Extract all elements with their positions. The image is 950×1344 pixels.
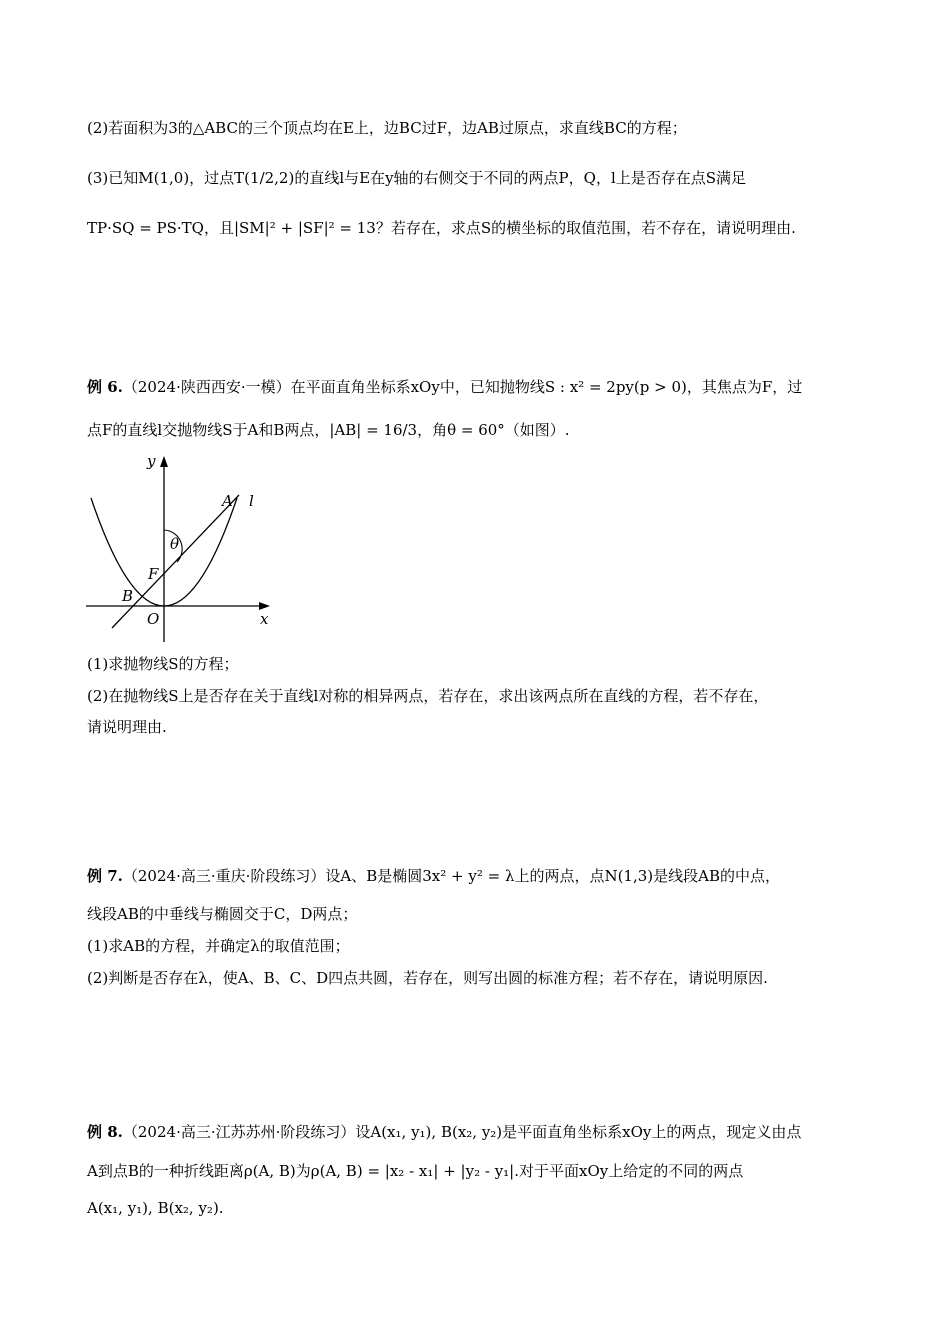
example7-label: 例 7.	[87, 867, 123, 885]
label-theta: θ	[170, 535, 180, 553]
label-l: l	[249, 492, 254, 510]
example7-q2: (2)判断是否存在λ，使A、B、C、D四点共圆，若存在，则写出圆的标准方程；若不存在，请说明原因.	[87, 969, 768, 987]
example7-line2: 线段AB的中垂线与椭圆交于C，D两点；	[87, 905, 358, 923]
example8-label: 例 8.	[87, 1123, 123, 1141]
prev-part3-line1: (3)已知M(1,0)，过点T(1/2,2)的直线l与E在y轴的右侧交于不同的两点P，Q，l上是否存在点S满足	[87, 169, 747, 187]
parabola-figure	[84, 452, 279, 647]
example8-line3: A(x₁, y₁), B(x₂, y₂).	[87, 1199, 224, 1217]
label-x: x	[260, 610, 269, 628]
example6-q2-line1: (2)在抛物线S上是否存在关于直线l对称的相异两点，若存在，求出该两点所在直线的方程，若不存在，	[87, 687, 769, 705]
y-axis-arrow	[160, 456, 168, 467]
example8-text1: （2024·高三·江苏苏州·阶段练习）设A(x₁, y₁), B(x₂, y₂)是平面直角坐标系xOy上的两点，现定义由点	[122, 1123, 802, 1141]
example8-line1	[87, 1122, 801, 1142]
example6-q1: (1)求抛物线S的方程；	[87, 655, 239, 673]
example7-text1: （2024·高三·重庆·阶段练习）设A、B是椭圆3x² + y² = λ上的两点，点N(1,3)是线段AB的中点，	[122, 867, 780, 885]
example7-q1: (1)求AB的方程，并确定λ的取值范围；	[87, 937, 350, 955]
label-F: F	[148, 565, 159, 583]
label-B: B	[122, 587, 134, 605]
example6-line2: 点F的直线l交抛物线S于A和B两点，|AB| = 16/3，角θ = 60°（如图）.	[87, 421, 570, 439]
example7-line1	[87, 866, 780, 886]
label-A: A	[222, 492, 233, 510]
example6-q2-line2: 请说明理由.	[87, 718, 167, 736]
x-axis-arrow	[259, 602, 270, 610]
line-l	[112, 495, 239, 628]
prev-part2: (2)若面积为3的△ABC的三个顶点均在E上，边BC过F，边AB过原点，求直线BC的方程；	[87, 119, 687, 137]
label-O: O	[147, 610, 160, 628]
example6-line1	[87, 377, 802, 397]
prev-part3-line2: TP·SQ = PS·TQ，且|SM|² + |SF|² = 13？若存在，求点S的横坐标的取值范围，若不存在，请说明理由.	[87, 219, 796, 237]
label-y: y	[147, 452, 156, 470]
example6-label: 例 6.	[87, 378, 123, 396]
example8-line2: A到点B的一种折线距离ρ(A, B)为ρ(A, B) = |x₂ - x₁| + |y₂ - y₁|.对于平面xOy上给定的不同的两点	[87, 1162, 744, 1180]
example6-text1: （2024·陕西西安·一模）在平面直角坐标系xOy中，已知抛物线S : x² = 2py(p > 0)，其焦点为F，过	[122, 378, 803, 396]
